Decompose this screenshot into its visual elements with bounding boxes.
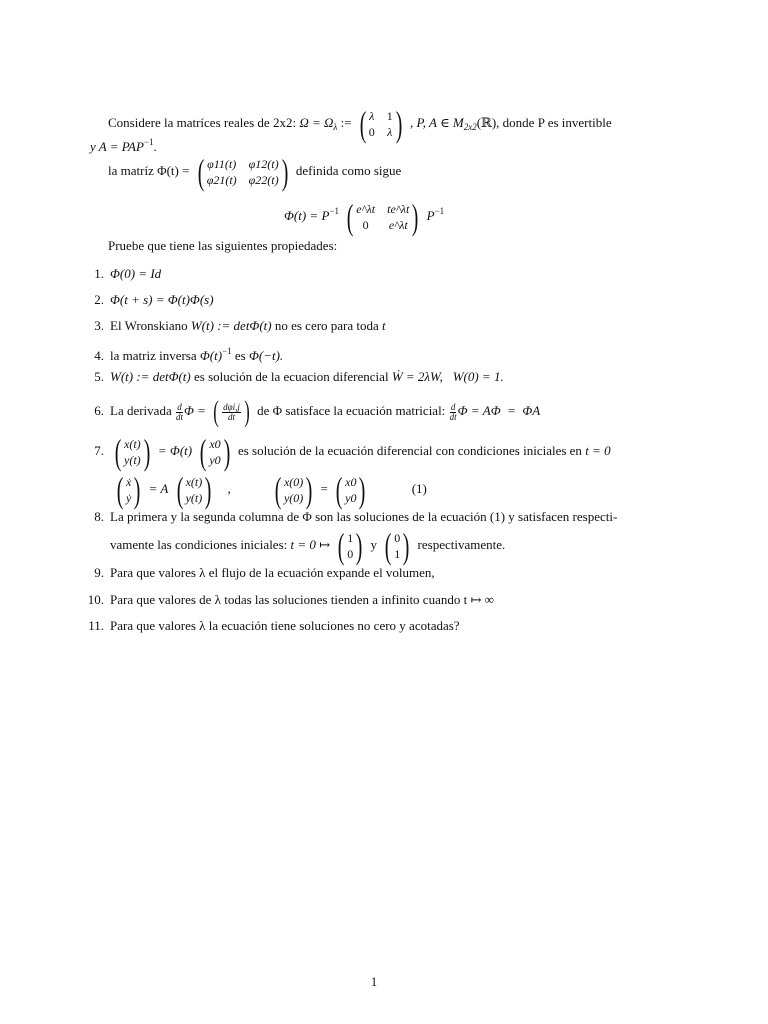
phi-definition <box>108 152 402 192</box>
intro-text: Considere la matríces reales de 2x2: <box>108 114 297 130</box>
item-2 <box>80 292 214 308</box>
item-5 <box>80 369 504 385</box>
phi-neg-t: Φ(−t). <box>248 348 284 363</box>
a-definition: y A = PAP <box>90 139 144 154</box>
item-text-cont: no es cero para toda <box>274 318 379 333</box>
e1-vector: ( 1 0 ) <box>337 526 363 566</box>
item-text: la matriz inversa <box>110 348 197 363</box>
phi-12: φ12(t) <box>248 157 279 171</box>
respectively: respectivamente. <box>417 536 506 552</box>
a-def-end: . <box>153 139 157 154</box>
item-text: Para que valores λ el flujo de la ecuación expande el volumen, <box>110 565 435 580</box>
eq-a: = A <box>148 480 169 496</box>
phi-formula-rhs: P <box>426 207 435 223</box>
item-text-cont: de Φ satisface la ecuación matricial: <box>257 402 446 418</box>
item-text: La derivada <box>110 402 172 418</box>
initial-condition: W(0) = 1. <box>452 369 504 384</box>
item-number: 8. <box>94 509 104 524</box>
exp-22: e^λt <box>388 218 408 232</box>
item-8-line-2 <box>110 526 506 566</box>
phi-t: = Φ(t) <box>157 442 193 458</box>
wronskian-def: W(t) := detΦ(t) <box>190 318 272 333</box>
xy-vector: ( x(t) y(t) ) <box>114 432 150 472</box>
exp-matrix: ( e^λt te^λt 0 e^λt ) <box>346 197 419 237</box>
t-zero: t = 0 <box>585 442 611 458</box>
item-number: 10. <box>87 592 104 607</box>
omega-a21: 0 <box>368 125 375 139</box>
item-number: 11. <box>88 618 104 633</box>
item-text: es solución de la ecuacion diferencial <box>194 369 389 384</box>
ode: Ẇ = 2λW, <box>391 369 443 384</box>
item-text: El Wronskiano <box>110 318 188 333</box>
item-number: 7. <box>94 442 104 458</box>
item-10 <box>80 592 494 608</box>
item-var: t <box>382 318 386 333</box>
phi-def-lead: la matríz Φ(t) = <box>108 162 190 178</box>
item-number: 5. <box>94 369 104 384</box>
omega-def: Ω = Ω <box>299 114 334 130</box>
phi-formula <box>284 197 445 237</box>
item-text: es solución de la ecuación diferencial con condiciones iniciales en <box>237 442 582 458</box>
matrix-equation: Φ = AΦ = ΦA <box>457 402 541 418</box>
intro-invertible: (ℝ), donde P es invertible <box>476 114 612 130</box>
x0y0-init-vector: ( x0 y0 ) <box>335 470 366 510</box>
omega-a22: λ <box>387 125 393 139</box>
phi-22: φ22(t) <box>248 173 279 187</box>
phi-inverse: Φ(t) <box>199 348 223 363</box>
exp-12: te^λt <box>387 202 410 216</box>
item-number: 3. <box>94 318 104 333</box>
phi-11: φ11(t) <box>207 157 237 171</box>
xdot-vector: ( ẋ ẏ ) <box>116 470 141 510</box>
item-text: Para que valores λ la ecuación tiene soluciones no cero y acotadas? <box>110 618 460 633</box>
item-11 <box>80 618 460 634</box>
wronskian-def: W(t) := detΦ(t) <box>110 369 191 384</box>
item-1 <box>80 266 161 282</box>
item-text: Para que valores de λ todas las soluciones tienden a infinito cuando t ↦ ∞ <box>110 592 494 607</box>
item-3 <box>80 318 386 334</box>
equation-label: (1) <box>411 480 427 496</box>
item-number: 2. <box>94 292 104 307</box>
item-8-line-1 <box>80 509 617 525</box>
intro-sets: , P, A ∈ M <box>410 114 464 130</box>
d-dt-fraction: $\frac{d}{dt}$ <box>175 401 183 422</box>
phi-def-trail: definida como sigue <box>295 162 402 178</box>
item-number: 4. <box>94 348 104 363</box>
p-inverse-sup: −1 <box>329 205 339 216</box>
page-number: 1 <box>370 974 378 989</box>
phi-eq: Φ = <box>183 402 206 418</box>
item-number: 6. <box>94 402 104 418</box>
rhs-inverse-sup: −1 <box>434 205 445 216</box>
intro-line-1 <box>108 104 612 144</box>
e2-vector: ( 0 1 ) <box>384 526 410 566</box>
xt-vector: ( x(t) y(t) ) <box>176 470 212 510</box>
item-9 <box>80 565 435 581</box>
x0y0-vector: ( x0 y0 ) <box>200 432 230 472</box>
comma: , <box>227 480 231 496</box>
m-subscript: 2x2 <box>463 121 477 132</box>
d-dt-fraction-2: $\frac{d}{dt}$ <box>449 401 457 422</box>
item-text-cont: vamente las condiciones iniciales: <box>110 536 288 552</box>
prompt: Pruebe que tiene las siguientes propiedades: <box>108 238 338 253</box>
phi-formula-lhs: Φ(t) = P <box>284 207 330 223</box>
item-number: 1. <box>94 266 104 281</box>
exp-11: e^λt <box>356 202 376 216</box>
item-7-system <box>112 470 427 510</box>
item-4 <box>80 343 283 364</box>
exp-21: 0 <box>362 218 369 232</box>
assign-symbol: := <box>340 114 352 130</box>
item-6 <box>80 395 541 428</box>
x0-vector: ( x(0) y(0) ) <box>274 470 313 510</box>
intro-line-2 <box>90 134 157 155</box>
a-def-sup: −1 <box>143 137 154 147</box>
omega-matrix: ( λ 1 0 λ ) <box>359 104 403 144</box>
phi-inverse-sup: −1 <box>222 346 232 356</box>
phi-matrix: ( φ11(t) φ12(t) φ21(t) φ22(t) ) <box>197 152 288 192</box>
item-text: Φ(t + s) = Φ(t)Φ(s) <box>110 292 214 307</box>
omega-a12: 1 <box>386 109 393 123</box>
derivative-entries: ( $\frac{\text{dφi,j}}{dt}$ ) <box>213 395 250 428</box>
init-eq: = <box>320 480 328 496</box>
item-text: La primera y la segunda columna de Φ son las soluciones de la ecuación (1) y satisfacen respecti- <box>110 509 618 524</box>
item-text: Φ(0) = Id <box>110 266 162 281</box>
omega-a11: λ <box>369 109 375 123</box>
lambda-subscript: λ <box>333 121 338 132</box>
item-number: 9. <box>94 565 104 580</box>
item-7 <box>80 432 611 472</box>
phi-21: φ21(t) <box>206 173 237 187</box>
and-word: y <box>370 536 378 552</box>
t-maps-to: t = 0 ↦ <box>290 536 331 552</box>
item-text-es: es <box>234 348 246 363</box>
